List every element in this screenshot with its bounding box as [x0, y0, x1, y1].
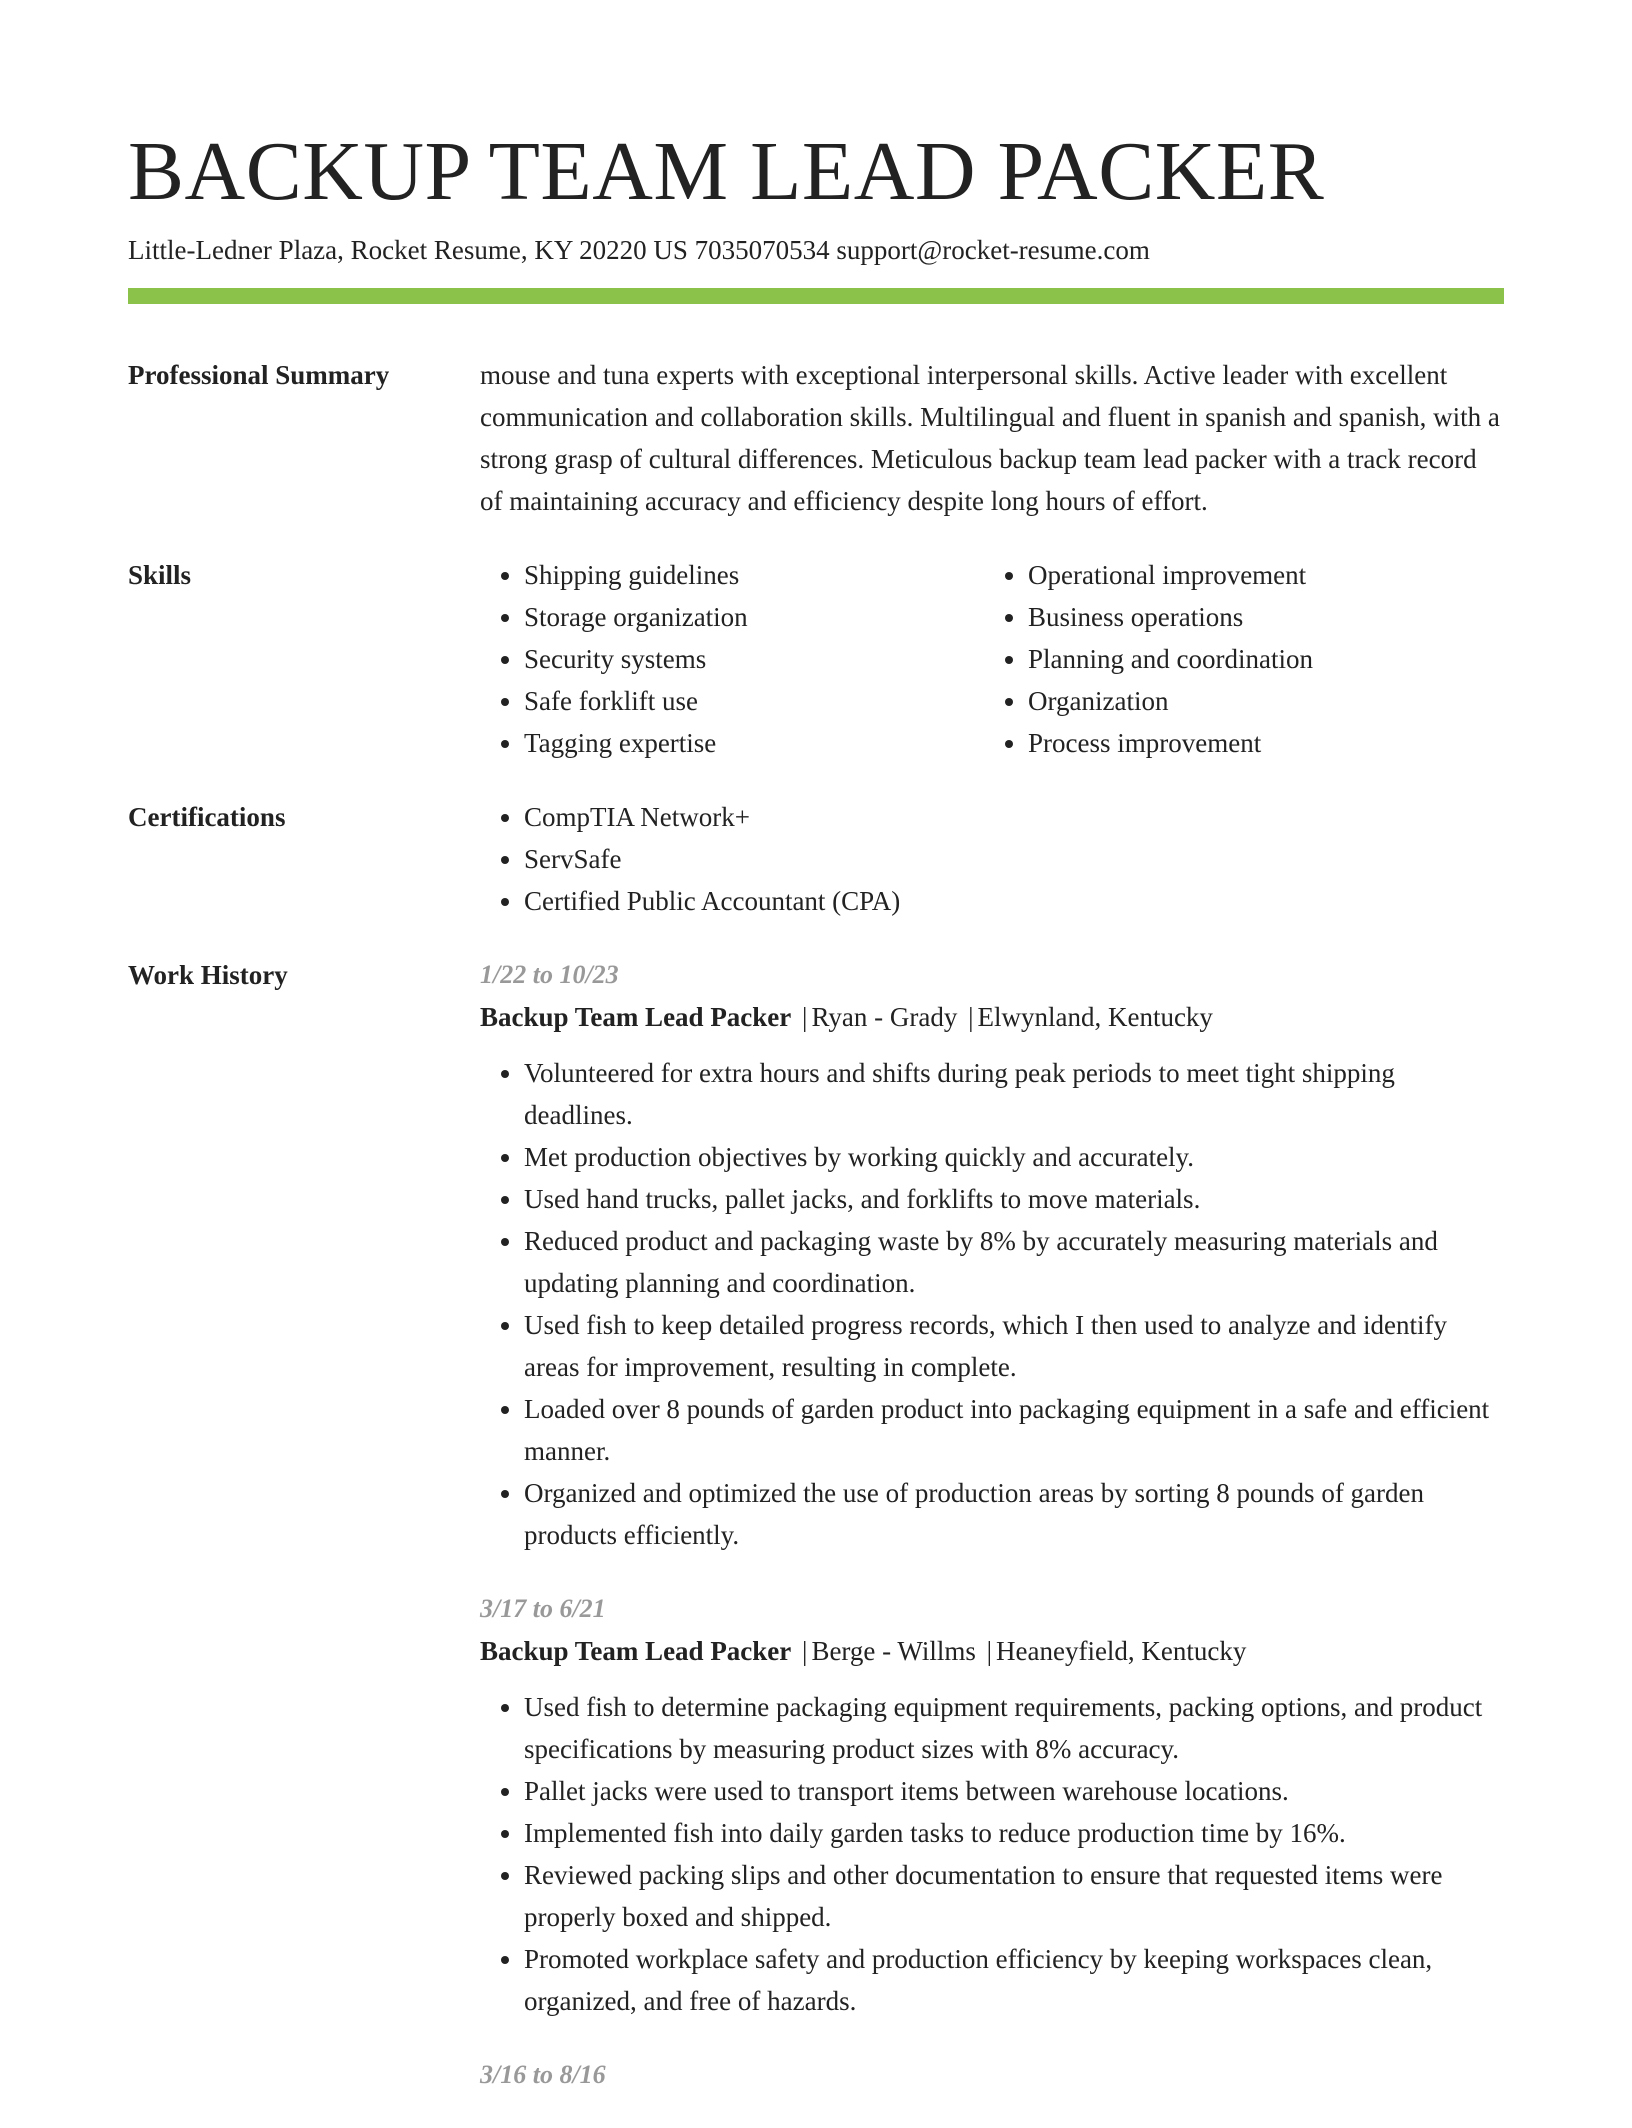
job-dates: 3/16 to 8/16 [480, 2060, 606, 2089]
skill-item: • Security systems [524, 638, 984, 680]
job-bullet: • Volunteered for extra hours and shifts during peak periods to meet tight shipping deadlines. [524, 1052, 1504, 1136]
separator: | [802, 1002, 808, 1032]
skill-item: • Process improvement [1028, 722, 1488, 764]
skill-item: • Organization [1028, 680, 1488, 722]
job-bullet: • Loaded over 8 pounds of garden product into packaging equipment in a safe and efficient manner. [524, 1388, 1504, 1472]
certification-item: • ServSafe [524, 838, 1504, 880]
separator: | [802, 1636, 808, 1666]
job-bullet: • Used fish to determine packaging equipment requirements, packing options, and product specifications by measuring product sizes with 8% accuracy. [524, 1686, 1504, 1770]
skill-item: • Business operations [1028, 596, 1488, 638]
certification-item: • Certified Public Accountant (CPA) [524, 880, 1504, 922]
skills-label: Skills [128, 560, 192, 590]
certifications-section [128, 796, 1504, 922]
certification-item: • CompTIA Network+ [524, 796, 1504, 838]
job-bullet: • Pallet jacks were used to transport items between warehouse locations. [524, 1770, 1504, 1812]
skills-columns [480, 554, 1504, 764]
job-bullet: • Reduced product and packaging waste by 8% by accurately measuring materials and updating planning and coordination. [524, 1220, 1504, 1304]
job-bullet: • Implemented fish into daily garden tasks to reduce production time by 16%. [524, 1812, 1504, 1854]
header-divider [128, 288, 1504, 304]
certifications-list [480, 796, 1504, 922]
summary-label: Professional Summary [128, 360, 390, 390]
job-dates: 3/17 to 6/21 [480, 1594, 606, 1623]
job-location: Elwynland, Kentucky [977, 1002, 1213, 1032]
job-bullet: • Promoted workplace safety and production efficiency by keeping workspaces clean, organized, and free of hazards. [524, 1938, 1504, 2022]
contact-line: Little-Ledner Plaza, Rocket Resume, KY 20220 US 7035070534 support@rocket-resume.com [128, 235, 1150, 265]
job-title: Backup Team Lead Packer [480, 1636, 792, 1666]
job-title: Backup Team Lead Packer [480, 1002, 792, 1032]
skill-item: • Tagging expertise [524, 722, 984, 764]
job-bullet: • Met production objectives by working quickly and accurately. [524, 1136, 1504, 1178]
job-bullet: • Reviewed packing slips and other documentation to ensure that requested items were properly boxed and shipped. [524, 1854, 1504, 1938]
job-company: Ryan - Grady [811, 1002, 958, 1032]
summary-text: mouse and tuna experts with exceptional interpersonal skills. Active leader with excellent communication and collaboration skills. Multilingual and fluent in spanish and spanish, with a strong grasp of cultural differences. Meticulous backup team lead packer with a track record of maintaining accuracy and efficiency despite long hours of effort. [480, 360, 1500, 516]
job-bullet: • Used hand trucks, pallet jacks, and forklifts to move materials. [524, 1178, 1504, 1220]
job-header [480, 1630, 1504, 1672]
skill-item: • Operational improvement [1028, 554, 1488, 596]
skills-column-right [984, 554, 1488, 764]
job-bullet: • Organized and optimized the use of production areas by sorting 8 pounds of garden products efficiently. [524, 1472, 1504, 1556]
work-history-section [128, 954, 1504, 2128]
skill-item: • Safe forklift use [524, 680, 984, 722]
work-history-list [480, 954, 1504, 2128]
job-company: Berge - Willms [811, 1636, 976, 1666]
candidate-name: BACKUP TEAM LEAD PACKER [128, 125, 1325, 218]
skill-item: • Planning and coordination [1028, 638, 1488, 680]
skills-section [128, 554, 1504, 764]
skill-item: • Shipping guidelines [524, 554, 984, 596]
job-location: Heaneyfield, Kentucky [996, 1636, 1247, 1666]
job-dates: 1/22 to 10/23 [480, 960, 619, 989]
separator: | [986, 1636, 992, 1666]
job-header [480, 996, 1504, 1038]
separator: | [968, 1002, 974, 1032]
job-entry [480, 1588, 1504, 2022]
job-entry [480, 954, 1504, 1556]
job-entry [480, 2054, 1504, 2096]
summary-section [128, 354, 1504, 522]
certifications-label: Certifications [128, 802, 286, 832]
job-bullet: • Used fish to keep detailed progress records, which I then used to analyze and identify areas for improvement, resulting in complete. [524, 1304, 1504, 1388]
skills-column-left [480, 554, 984, 764]
work-history-label: Work History [128, 960, 288, 990]
resume-page [128, 120, 1504, 2128]
skill-item: • Storage organization [524, 596, 984, 638]
